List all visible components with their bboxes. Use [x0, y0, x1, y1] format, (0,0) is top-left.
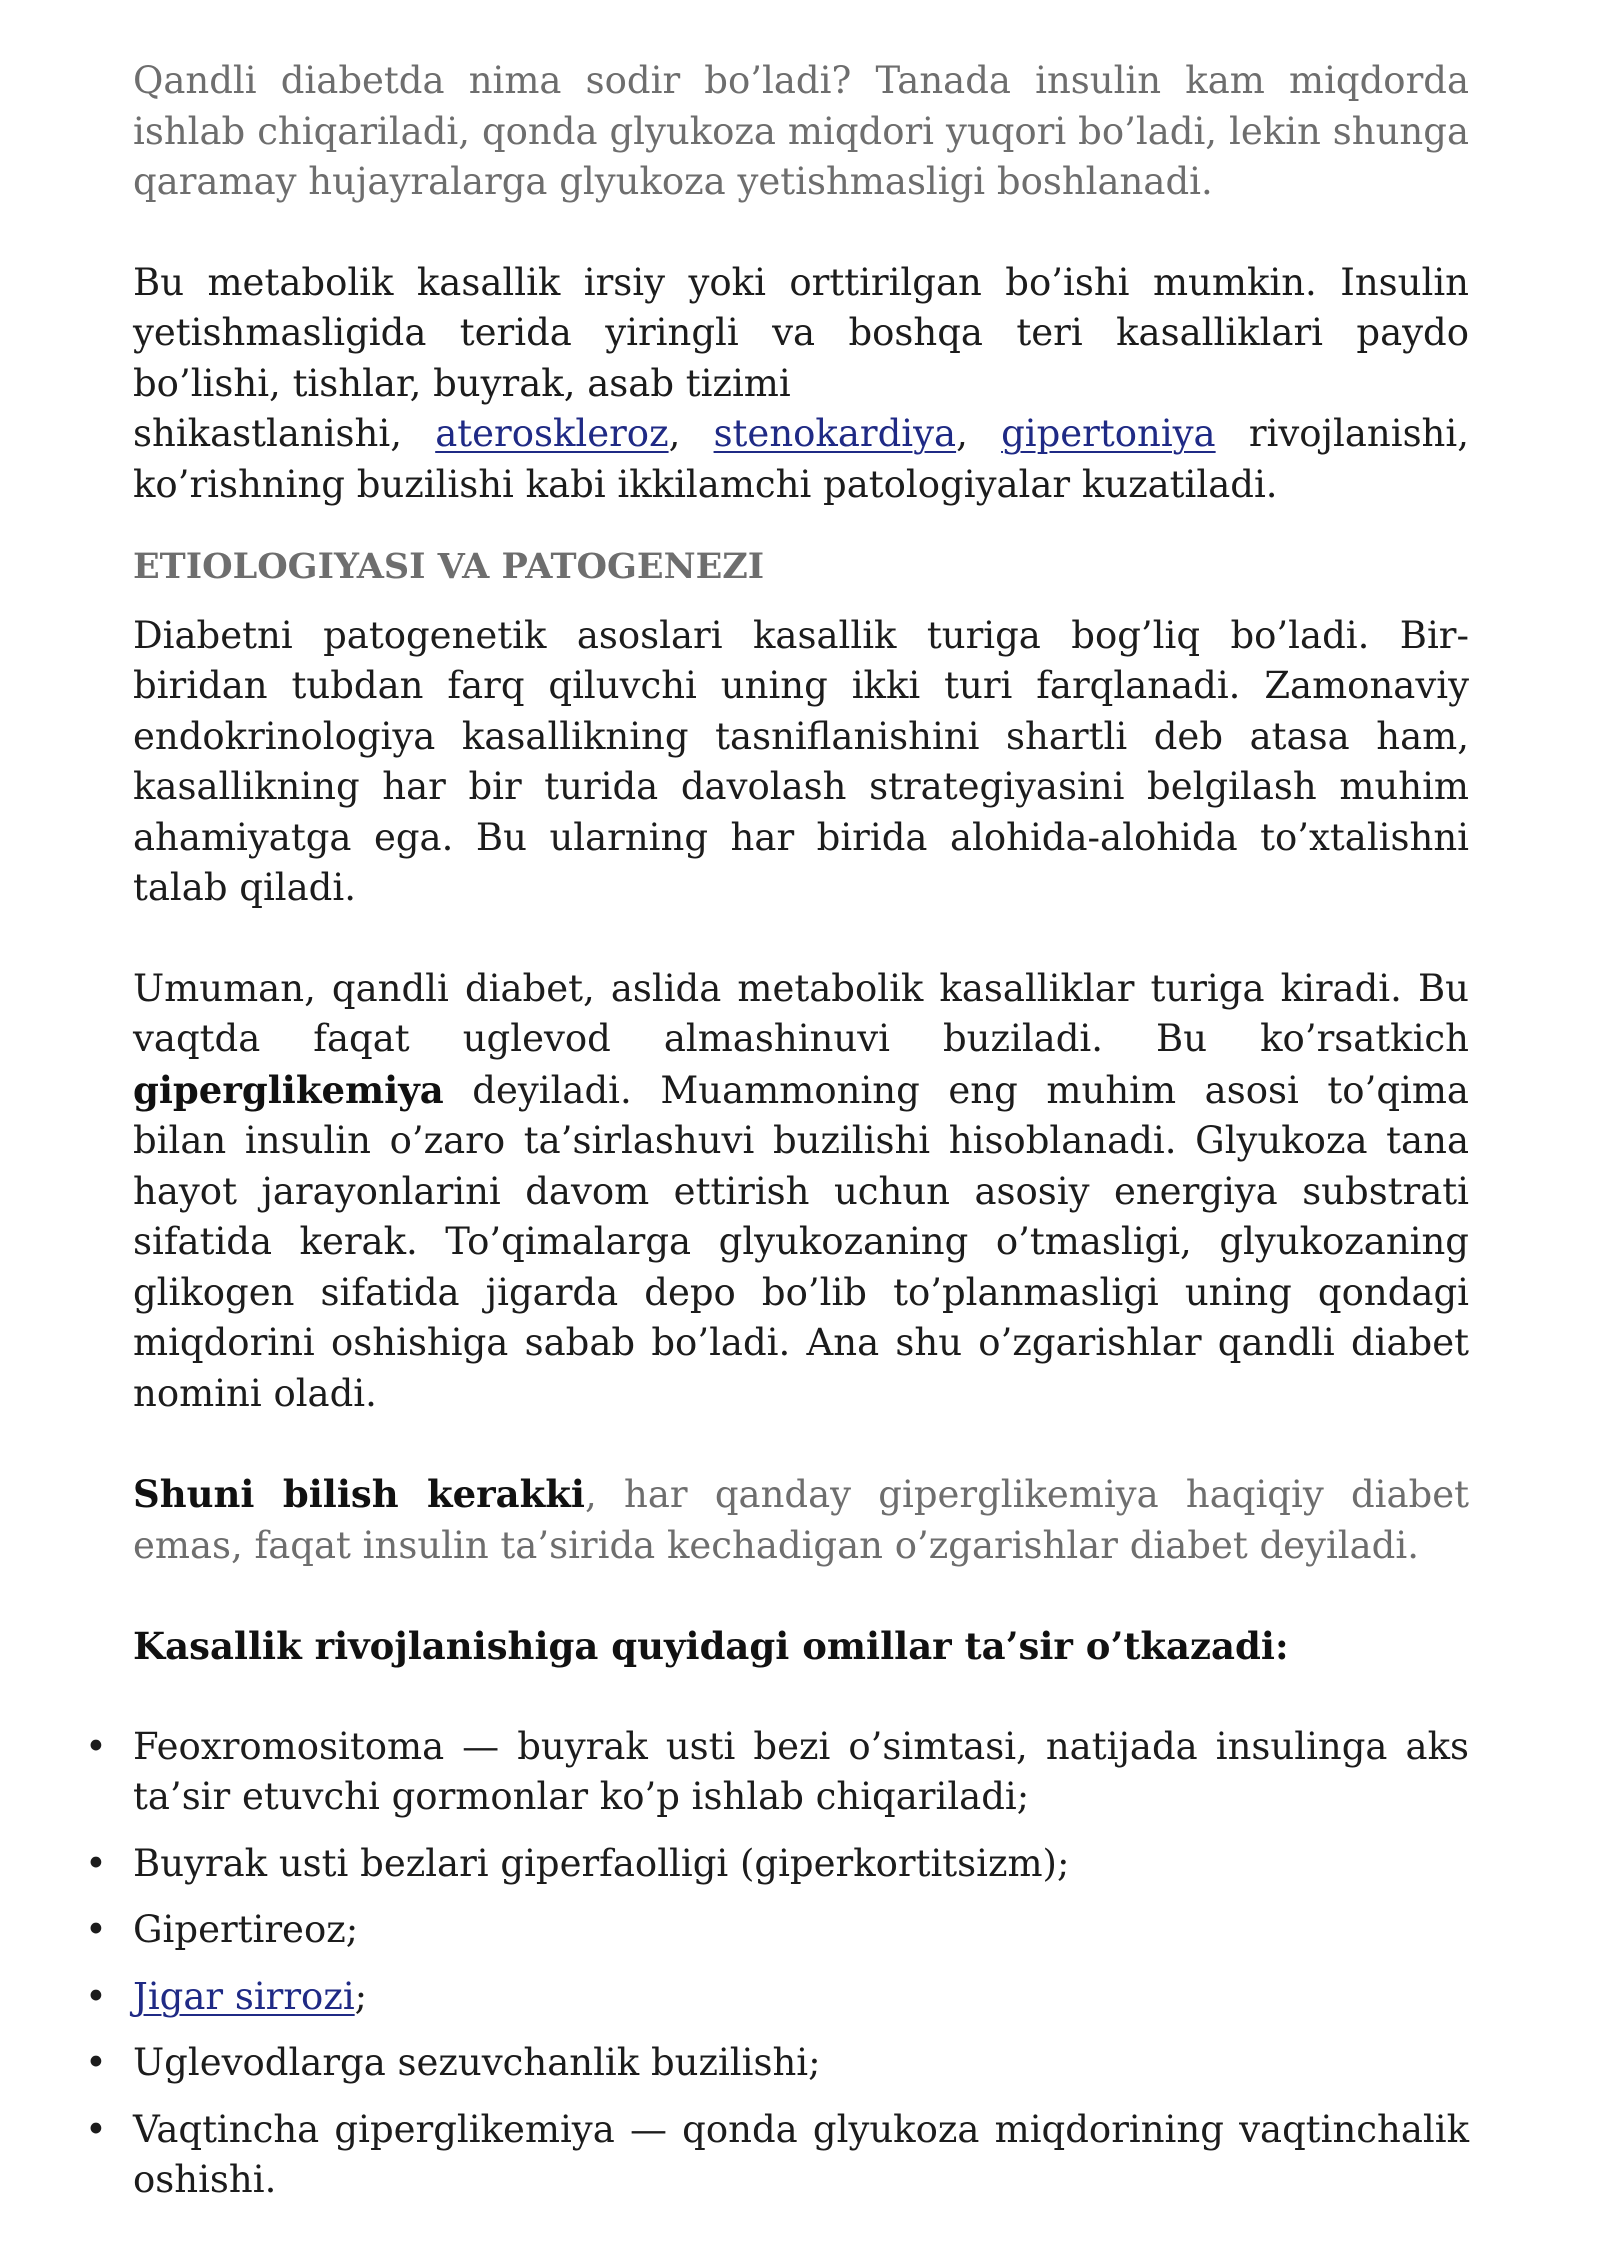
- bullet-icon: •: [85, 1724, 107, 1768]
- bullet-icon: •: [85, 2107, 107, 2151]
- factors-heading: Kasallik rivojlanishiga quyidagi omillar ta’sir o’tkazadi:: [133, 1624, 1289, 1668]
- complications-text: Bu metabolik kasallik irsiy yoki orttirilgan bo’ishi mumkin. Insulin yetishmasligida terida yiringli va boshqa teri kasalliklari paydo bo’lishi, tishlar, buyrak, asab tizimi: [133, 260, 1469, 405]
- spacer: [133, 593, 1469, 611]
- bullet-icon: •: [85, 2041, 107, 2084]
- complications-text-3: rivojlanishi, ko’rishning buzilishi kabi ikkilamchi patologiyalar kuzatiladi.: [133, 412, 1469, 506]
- note-emphasis: Shuni bilish kerakki: [133, 1472, 585, 1516]
- spacer: [133, 1672, 1469, 1722]
- spacer: [133, 510, 1469, 542]
- article-body: [85, 56, 1470, 2222]
- link-jigar-sirrozi[interactable]: Jigar sirrozi: [133, 1974, 355, 2018]
- metabolism-text-2: deyiladi. Muammoning eng muhim asosi to’qima bilan insulin o’zaro ta’sirlashuvi buzilishi hisoblanadi. Glyukoza tana hayot jarayonlarini davom ettirish uchun asosiy energiya substrati sifatida kerak. To’qimalarga glyukozaning o’tmasligi, glyukozaning glikogen sifatida jigarda depo bo’lib to’planmasligi uning qondagi miqdorini oshishiga sabab bo’ladi. Ana shu o’zgarishlar qandli diabet nomini oladi.: [133, 1068, 1469, 1415]
- bullet-icon: •: [85, 1974, 107, 2018]
- term-giperglikemiya: giperglikemiya: [133, 1067, 444, 1112]
- complications-paragraph: [133, 258, 1469, 511]
- metabolism-text: Umuman, qandli diabet, aslida metabolik kasalliklar turiga kiradi. Bu vaqtda faqat uglevod almashinuvi buziladi. Bu ko’rsatkich: [133, 966, 1469, 1060]
- list-item-text: Uglevodlarga sezuvchanlik buzilishi;: [133, 2041, 821, 2084]
- list-item: [85, 1722, 1469, 1823]
- spacer: [133, 208, 1469, 258]
- spacer: [133, 1571, 1469, 1621]
- list-item: [85, 1839, 1469, 1890]
- link-ateroskleroz[interactable]: ateroskleroz: [435, 412, 669, 455]
- link-separator: ,: [956, 412, 1002, 455]
- spacer: [133, 1419, 1469, 1469]
- section-heading: ETIOLOGIYASI VA PATOGENEZI: [133, 546, 765, 587]
- list-item: [85, 1972, 1469, 2023]
- list-item-text: ;: [354, 1974, 368, 2018]
- link-stenokardiya[interactable]: stenokardiya: [713, 412, 957, 455]
- note-text: , har qanday giperglikemiya haqiqiy diabet emas, faqat insulin ta’sirida kechadigan o’zgarishlar diabet deyiladi.: [133, 1473, 1470, 1567]
- metabolism-paragraph: [133, 964, 1469, 1420]
- list-item-text: Buyrak usti bezlari giperfaolligi (giperkortitsizm);: [133, 1841, 1070, 1885]
- list-item: [85, 2038, 1469, 2089]
- list-item-text: Gipertireoz;: [133, 1908, 359, 1951]
- link-gipertoniya[interactable]: gipertoniya: [1001, 412, 1216, 455]
- list-item: [85, 2105, 1469, 2206]
- bullet-icon: •: [85, 1841, 107, 1885]
- list-item-text: Vaqtincha giperglikemiya — qonda glyukoza miqdorining vaqtinchalik oshishi.: [133, 2107, 1469, 2201]
- complications-text-2: shikastlanishi,: [133, 412, 436, 455]
- spacer: [133, 914, 1469, 964]
- note-paragraph: [133, 1469, 1469, 1571]
- link-separator: ,: [668, 412, 714, 455]
- factors-list: [85, 1722, 1469, 2206]
- list-item: [85, 1905, 1469, 1956]
- intro-paragraph: Qandli diabetda nima sodir bo’ladi? Tanada insulin kam miqdorda ishlab chiqariladi, qonda glyukoza miqdori yuqori bo’ladi, lekin shunga qaramay hujayralarga glyukoza yetishmasligi boshlanadi.: [133, 59, 1469, 203]
- list-item-text: Feoxromositoma — buyrak usti bezi o’simtasi, natijada insulinga aks ta’sir etuvchi gormonlar ko’p ishlab chiqariladi;: [133, 1724, 1469, 1818]
- pathogenesis-paragraph: Diabetni patogenetik asoslari kasallik turiga bog’liq bo’ladi. Bir-biridan tubdan farq qiluvchi uning ikki turi farqlanadi. Zamonaviy endokrinologiya kasallikning tasniflanishini shartli deb atasa ham, kasallikning har bir turida davolash strategiyasini belgilash muhim ahamiyatga ega. Bu ularning har birida alohida-alohida to’xtalishni talab qiladi.: [133, 613, 1469, 909]
- bullet-icon: •: [85, 1908, 107, 1951]
